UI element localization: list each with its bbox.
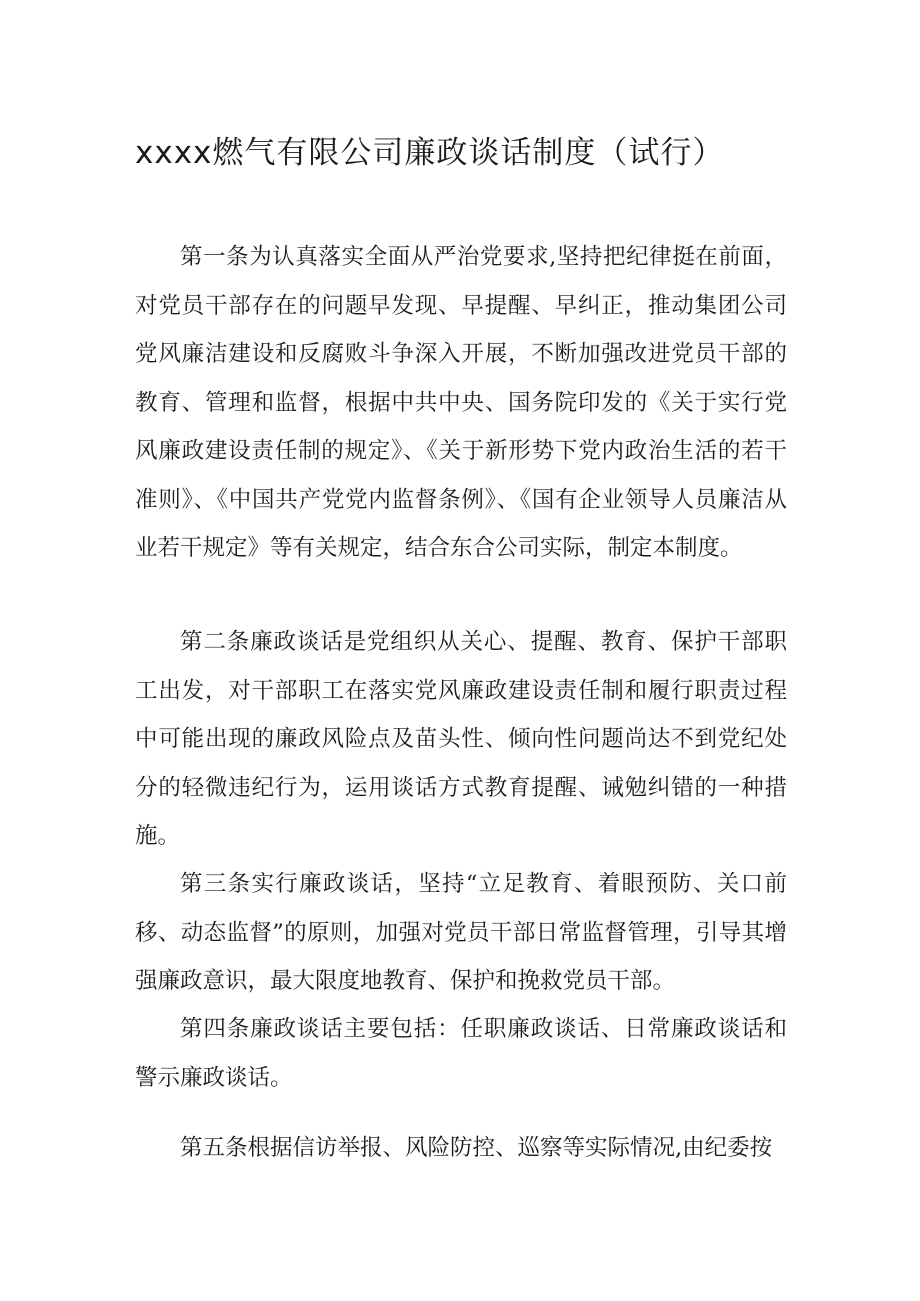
article-5-paragraph: 第五条根据信访举报、风险防控、巡察等实际情况,由纪委按: [180, 1135, 773, 1161]
article-4-paragraph: 第四条廉政谈话主要包括：任职廉政谈话、日常廉政谈话和警示廉政谈话。: [135, 1016, 787, 1091]
article-3-paragraph: 第三条实行廉政谈话，坚持“立足教育、着眼预防、关口前移、动态监督”的原则，加强对党员干部日常监督管理，引导其增强廉政意识，最大限度地教育、保护和挽救党员干部。: [135, 871, 787, 994]
article-2-paragraph: 第二条廉政谈话是党组织从关心、提醒、教育、保护干部职工出发，对干部职工在落实党风廉政建设责任制和履行职责过程中可能出现的廉政风险点及苗头性、倾向性问题尚达不到党纪处分的轻微违纪行为，运用谈话方式教育提醒、诫勉纠错的一种措施。: [135, 629, 787, 849]
article-1-paragraph: 第一条为认真落实全面从严治党要求,坚持把纪律挺在前面，对党员干部存在的问题早发现、早提醒、早纠正，推动集团公司党风廉洁建设和反腐败斗争深入开展，不断加强改进党员干部的教育、管理和监督，根据中共中央、国务院印发的《关于实行党风廉政建设责任制的规定》、《关于新形势下党内政治生活的若干准则》、《中国共产党党内监督条例》、《国有企业领导人员廉洁从业若干规定》等有关规定，结合东合公司实际，制定本制度。: [135, 244, 787, 561]
document-title: xxxx燃气有限公司廉政谈话制度（试行）: [135, 135, 725, 171]
